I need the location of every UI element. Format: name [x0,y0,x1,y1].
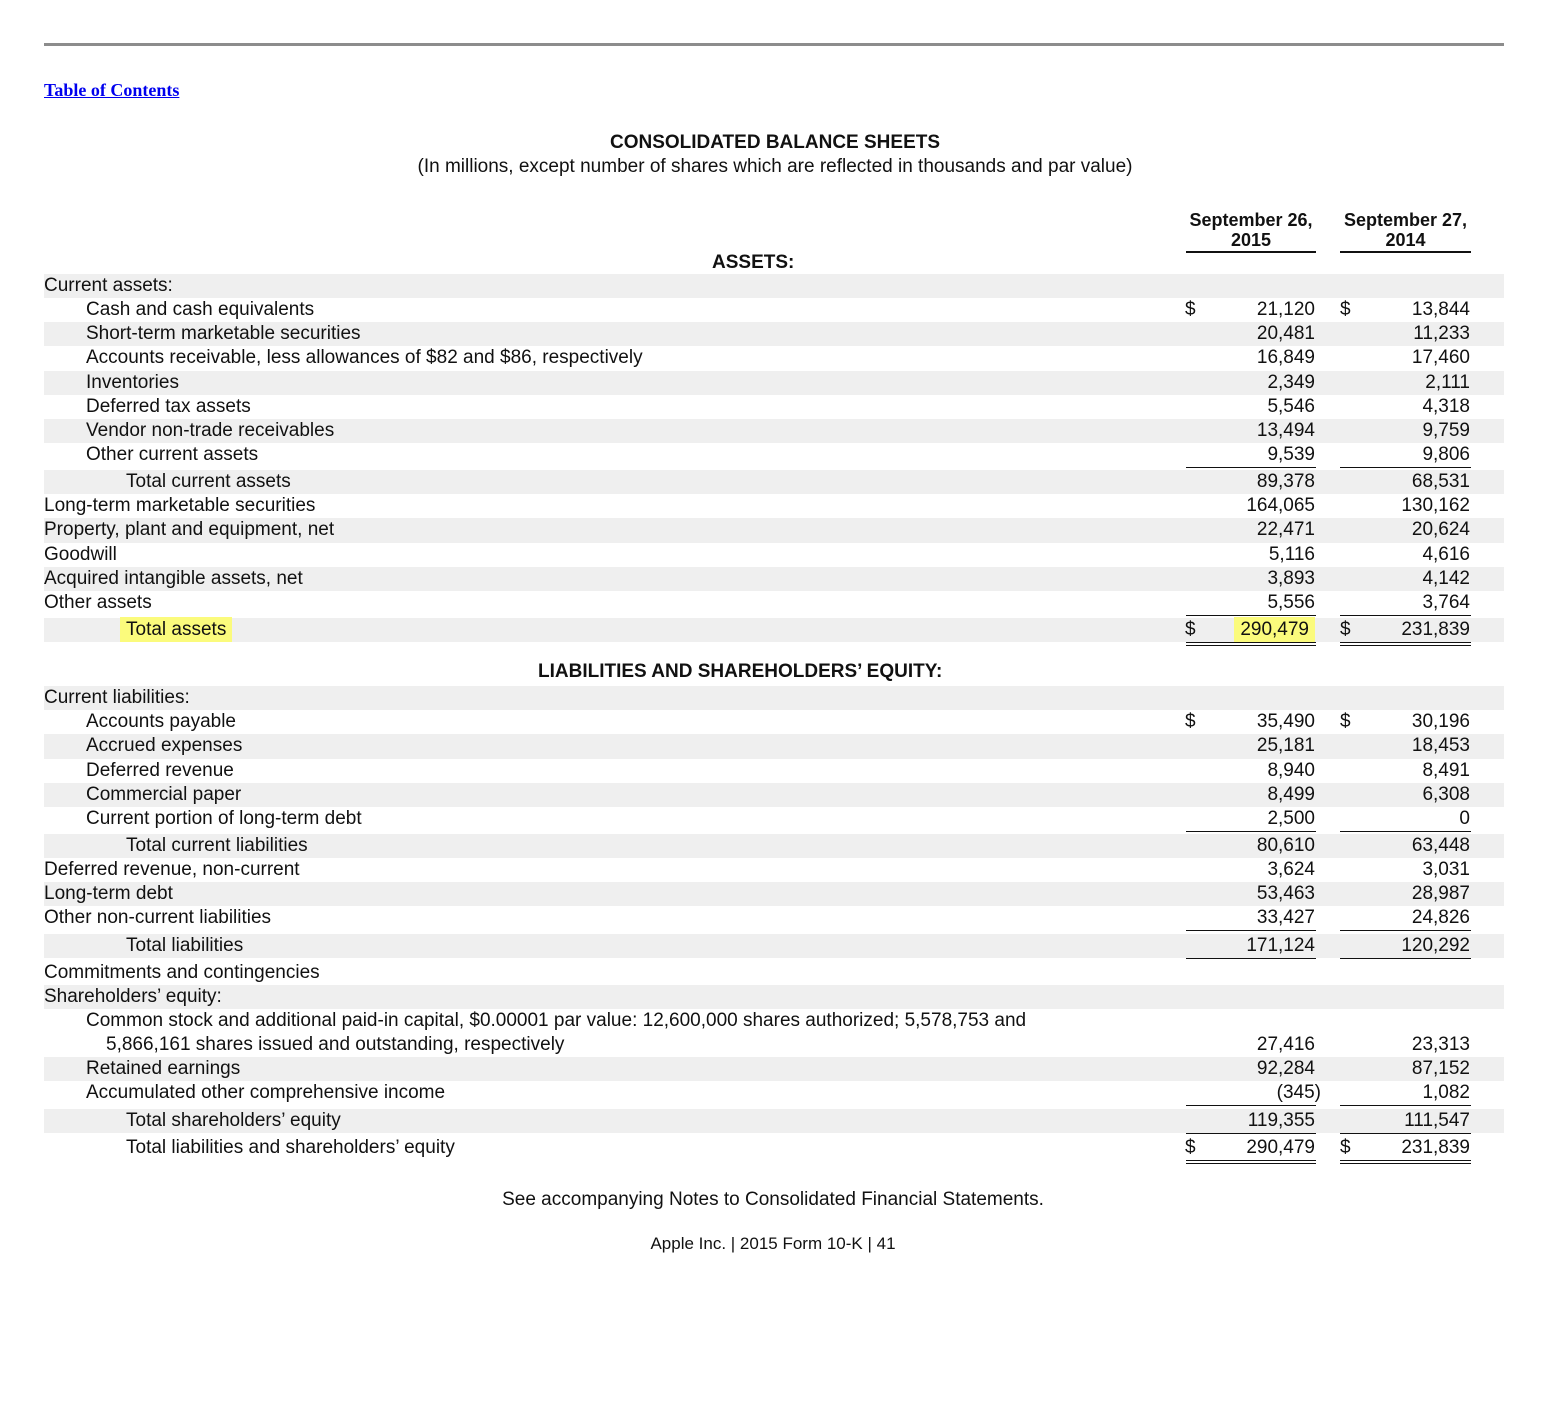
value-2014: 87,152 [1411,1058,1470,1080]
value-2015: 2,500 [1267,807,1315,829]
table-row [44,834,1504,858]
value-2015: 5,546 [1267,395,1315,417]
dollar-sign: $ [1340,711,1351,733]
row-label: Commercial paper [86,783,242,805]
value-2015: 35,490 [1256,711,1315,733]
value-2015: 53,463 [1256,883,1315,905]
row-label: Vendor non-trade receivables [86,419,335,441]
table-row [44,783,1504,807]
liabilities-heading: LIABILITIES AND SHAREHOLDERS’ EQUITY: [538,661,943,682]
balance-sheet-table [44,274,1504,1160]
table-row [44,1109,1504,1133]
value-2014: 28,987 [1411,883,1470,905]
row-label: Current portion of long-term debt [86,807,362,829]
row-label: Deferred revenue [86,759,234,781]
table-row [44,1081,1504,1105]
value-2014: 30,196 [1411,711,1470,733]
value-2015: 13,494 [1256,419,1315,441]
table-row [44,591,1504,615]
value-2014: 24,826 [1411,907,1470,929]
value-2015: 290,479 [1246,1136,1315,1158]
value-2014: 11,233 [1413,323,1470,345]
table-row [44,961,1504,985]
value-2015: 22,471 [1256,519,1315,541]
value-2015: 171,124 [1246,934,1315,956]
row-label: Total current assets [126,471,291,493]
total-assets-label-highlight: Total assets [120,617,232,642]
value-2015: 20,481 [1256,323,1315,345]
value-2015: 21,120 [1256,299,1315,321]
page-subtitle: (In millions, except number of shares which are reflected in thousands and par value) [417,156,1133,177]
value-2015: 80,610 [1256,834,1315,856]
value-2015: (345) [1276,1082,1321,1104]
value-2015: 119,355 [1247,1109,1315,1131]
value-2015: 25,181 [1256,735,1315,757]
row-label: Accounts payable [86,711,236,733]
value-2015: 89,378 [1256,471,1315,493]
dollar-sign: $ [1185,1136,1196,1158]
table-row [44,518,1504,542]
row-label: Property, plant and equipment, net [44,519,335,541]
table-row [44,443,1504,467]
page-footer: Apple Inc. | 2015 Form 10-K | 41 [650,1234,896,1253]
value-2014: 17,460 [1411,347,1470,369]
value-2014: 18,453 [1411,735,1470,757]
table-row [44,322,1504,346]
row-label: Total shareholders’ equity [126,1109,341,1131]
row-label: Deferred revenue, non-current [44,859,300,881]
value-2015: 9,539 [1267,443,1315,465]
row-label: Commitments and contingencies [44,961,320,983]
value-2014: 120,292 [1401,934,1470,956]
value-2015: 3,624 [1267,859,1315,881]
table-row [44,470,1504,494]
total-assets-value-highlight: 290,479 [1234,617,1315,642]
column-header-2014: September 27, 2014 [1340,210,1471,253]
table-row [44,759,1504,783]
row-label: Common stock and additional paid-in capital, $0.00001 par value: 12,600,000 shares authorized; 5,578,753 and [86,1009,1027,1031]
value-2014: 9,759 [1422,419,1470,441]
table-row [44,371,1504,395]
table-row [44,543,1504,567]
row-label: Cash and cash equivalents [86,299,315,321]
row-label [126,618,232,642]
table-row [44,618,1504,642]
value-2014: 2,111 [1425,371,1470,393]
value-2014: 63,448 [1411,834,1470,856]
value-2015: 5,556 [1267,591,1315,613]
table-row [44,906,1504,930]
value-2014: 111,547 [1404,1109,1470,1131]
row-label: Short-term marketable securities [86,323,361,345]
assets-heading: ASSETS: [712,252,795,273]
dollar-sign: $ [1340,299,1351,321]
value-2015: 92,284 [1256,1058,1315,1080]
value-2014: 4,318 [1422,395,1470,417]
table-row [44,395,1504,419]
dollar-sign: $ [1340,618,1351,640]
table-row [44,858,1504,882]
value-2014: 4,616 [1422,543,1470,565]
value-2014: 1,082 [1422,1082,1470,1104]
table-row [44,710,1504,734]
row-label: Current assets: [44,275,173,296]
row-label: Shareholders’ equity: [44,985,222,1007]
value-2015: 8,940 [1267,759,1315,781]
value-2014: 231,839 [1401,1136,1470,1158]
row-label: Long-term marketable securities [44,495,316,517]
row-label: Retained earnings [86,1058,241,1080]
value-2015: 33,427 [1256,907,1315,929]
row-label: Current liabilities: [44,687,190,709]
table-row [44,882,1504,906]
row-label: Total liabilities and shareholders’ equity [126,1136,455,1158]
value-2014: 68,531 [1411,471,1470,493]
table-row [44,1136,1504,1160]
row-label: Total liabilities [126,934,244,956]
table-row [44,1009,1504,1033]
value-2014: 13,844 [1411,299,1470,321]
table-row [44,934,1504,958]
row-label: Long-term debt [44,883,173,905]
row-label: Inventories [86,371,179,393]
column-header-2015: September 26, 2015 [1186,210,1316,253]
table-row [44,494,1504,518]
value-2014: 9,806 [1422,443,1470,465]
value-2014: 3,764 [1422,591,1470,613]
table-row [44,567,1504,591]
value-2015: 3,893 [1267,567,1315,589]
row-label: Total current liabilities [126,834,308,856]
table-of-contents-link[interactable]: Table of Contents [44,80,180,100]
table-row [44,985,1504,1009]
row-label: 5,866,161 shares issued and outstanding, respectively [106,1034,565,1056]
row-label: Accrued expenses [86,735,243,757]
dollar-sign: $ [1185,618,1196,640]
value-2015: 2,349 [1267,371,1315,393]
table-row [44,419,1504,443]
value-2015: 27,416 [1256,1034,1315,1056]
row-label: Acquired intangible assets, net [44,567,303,589]
row-label: Accounts receivable, less allowances of $82 and $86, respectively [86,347,643,369]
value-2014: 130,162 [1401,495,1470,517]
dollar-sign: $ [1340,1136,1351,1158]
table-row [44,686,1504,710]
table-row [44,734,1504,758]
dollar-sign: $ [1185,711,1196,733]
dollar-sign: $ [1185,299,1196,321]
value-2014: 4,142 [1422,567,1470,589]
row-label: Other assets [44,591,152,613]
table-row [44,274,1504,298]
row-label: Accumulated other comprehensive income [86,1082,446,1104]
table-row [44,1033,1504,1057]
value-2014: 0 [1459,807,1470,829]
value-2015: 164,065 [1246,495,1315,517]
table-row [44,807,1504,831]
table-row [44,1057,1504,1081]
value-2014: 20,624 [1411,519,1470,541]
value-2015 [1186,618,1315,642]
table-row [44,346,1504,370]
value-2015: 5,116 [1268,543,1315,565]
top-divider [44,43,1504,46]
row-label: Other current assets [86,443,259,465]
value-2014: 23,313 [1411,1034,1470,1056]
value-2015: 8,499 [1267,783,1315,805]
notes-reference: See accompanying Notes to Consolidated Financial Statements. [502,1189,1044,1210]
row-label: Goodwill [44,543,117,565]
value-2014: 6,308 [1422,783,1470,805]
page-title: CONSOLIDATED BALANCE SHEETS [609,132,941,153]
table-row [44,298,1504,322]
value-2015: 16,849 [1256,347,1315,369]
value-2014: 8,491 [1422,759,1470,781]
row-label: Other non-current liabilities [44,907,272,929]
value-2014: 3,031 [1422,859,1470,881]
row-label: Deferred tax assets [86,395,251,417]
value-2014: 231,839 [1401,618,1470,640]
